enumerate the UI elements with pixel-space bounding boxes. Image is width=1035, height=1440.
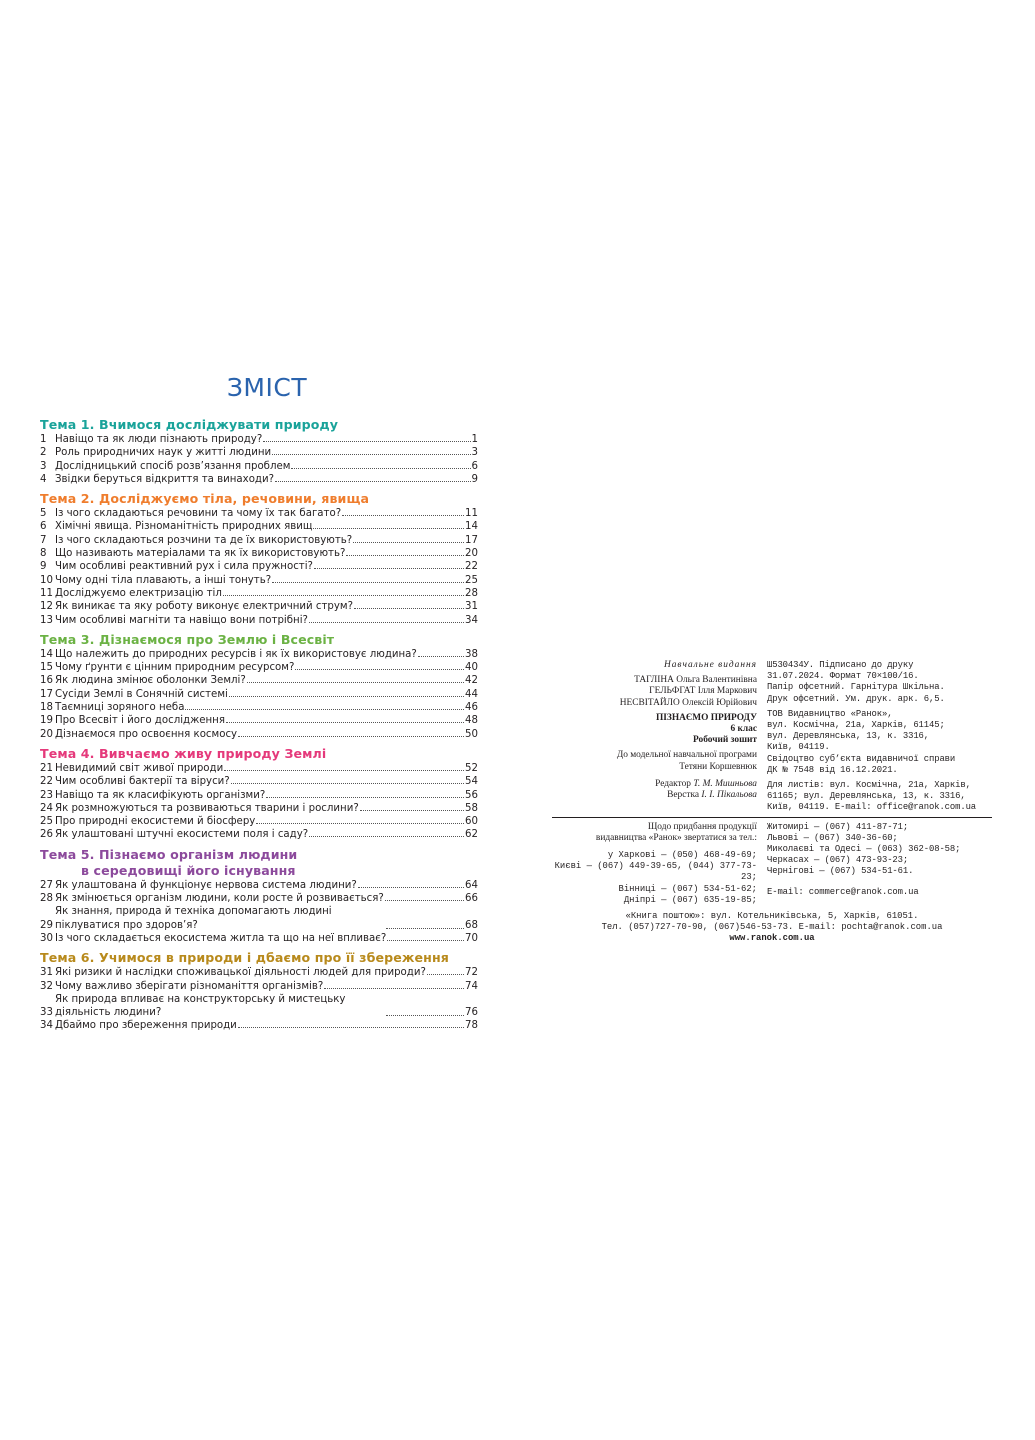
toc-entry[interactable] <box>40 600 478 613</box>
entry-page: 74 <box>465 980 478 992</box>
topic-heading <box>40 417 478 433</box>
entry-title: Як змінюється організм людини, коли росте й розвивається? <box>55 893 384 905</box>
entry-title: Дбаймо про збереження природи <box>55 1020 237 1032</box>
entry-page: 68 <box>465 919 478 931</box>
toc-entry[interactable] <box>40 433 478 446</box>
entry-number: 7 <box>40 534 47 546</box>
entry-number: 3 <box>40 460 47 472</box>
entry-number: 32 <box>40 980 53 992</box>
entry-page: 34 <box>465 614 478 626</box>
entry-page: 25 <box>465 574 478 586</box>
dot-leader <box>272 454 470 455</box>
toc-entry[interactable] <box>40 993 478 1020</box>
entry-number: 23 <box>40 789 53 801</box>
publisher-3: вул. Деревлянська, 13, к. 3316, <box>767 731 930 742</box>
editor-name: Т. М. Мишньова <box>693 778 757 789</box>
toc-entry[interactable] <box>40 547 478 560</box>
publisher-1: ТОВ Видавництво «Ранок», <box>767 708 893 719</box>
entry-page: 40 <box>465 662 478 674</box>
entry-title: Про природні екосистеми й біосферу <box>55 816 256 828</box>
toc-entry[interactable] <box>40 815 478 828</box>
layout-label: Верстка <box>667 790 700 801</box>
entry-title: Як природа впливає на конструкторську й мистецьку діяльність людини? <box>55 993 346 1019</box>
entry-title: Як людина змінює оболонки Землі? <box>55 675 246 687</box>
dot-leader <box>427 974 464 975</box>
entry-page: 62 <box>465 829 478 841</box>
entry-title: Досліджуємо електризацію тіл <box>55 587 222 599</box>
layout-line <box>552 790 757 801</box>
topic-title: Тема 5. Пізнаємо організм людини <box>40 846 298 862</box>
divider <box>552 817 992 818</box>
website: www.ranok.com.ua <box>729 933 815 944</box>
contact-dnipro: Дніпрі — (067) 635-19-85; <box>623 894 757 905</box>
entry-number: 34 <box>40 1020 53 1032</box>
toc-entry[interactable] <box>40 762 478 775</box>
toc-entry[interactable] <box>40 520 478 533</box>
entry-page: 54 <box>465 776 478 788</box>
entry-title: Як виникає та яку роботу виконує електричний струм? <box>55 601 354 613</box>
letters-2: 61165; вул. Деревлянська, 13, к. 3316, <box>767 791 966 802</box>
entry-page: 76 <box>465 1007 478 1019</box>
dot-leader <box>295 669 464 670</box>
print-info-1: Ш530434У. Підписано до друку <box>767 660 914 670</box>
contact-vinnytsia: Вінниці — (067) 534-51-62; <box>618 883 757 894</box>
entry-number: 24 <box>40 802 53 814</box>
toc-entry[interactable] <box>40 905 478 932</box>
entry-title: Чому важливо зберігати різноманіття організмів? <box>55 980 324 992</box>
book-title: ПІЗНАЄМО ПРИРОДУ <box>655 712 757 723</box>
entry-title: Дослідницький спосіб розв’язання проблем <box>55 460 291 472</box>
program-line-2: Тетяни Коршевнюк <box>679 761 757 772</box>
author-1: ТАГЛІНА Ольга Валентинівна <box>634 675 757 686</box>
entry-number: 22 <box>40 776 53 788</box>
book-type: Робочий зошит <box>693 735 757 746</box>
entry-page: 28 <box>465 587 478 599</box>
toc-entry[interactable] <box>40 534 478 547</box>
entry-page: 38 <box>465 648 478 660</box>
dot-leader <box>224 770 464 771</box>
dot-leader <box>313 528 464 529</box>
entry-title: Із чого складаються речовини та чому їх так багато? <box>55 508 342 520</box>
print-info-3: Папір офсетний. Гарнітура Шкільна. <box>767 682 945 693</box>
entry-title: Хімічні явища. Різноманітність природних явищ <box>55 521 313 533</box>
entry-number: 8 <box>40 548 47 560</box>
topic-title: Тема 1. Вчимося досліджувати природу <box>40 417 339 432</box>
toc-entry[interactable] <box>40 701 478 714</box>
entry-number: 21 <box>40 762 53 774</box>
toc-entry[interactable] <box>40 892 478 905</box>
entry-page: 14 <box>465 521 478 533</box>
entry-number: 4 <box>40 473 47 485</box>
entry-page: 3 <box>471 447 478 459</box>
publisher-2: вул. Космічна, 21а, Харків, 61145; <box>767 720 945 731</box>
contact-mykolaiv-odesa: Миколаєві та Одесі — (063) 362-08-58; <box>767 844 961 855</box>
toc-entry[interactable] <box>40 674 478 687</box>
entry-title: Як улаштована й функціонує нервова система людини? <box>55 879 357 891</box>
toc-entry[interactable] <box>40 661 478 674</box>
dot-leader <box>185 709 464 710</box>
imprint-block <box>552 660 992 945</box>
toc-entry[interactable] <box>40 789 478 802</box>
entry-title: Як розмножуються та розвиваються тварини і рослини? <box>55 802 359 814</box>
contact-kharkiv: у Харкові — (050) 468-49-69; <box>607 850 757 861</box>
letters-3: Київ, 04119. E-mail: office@ranok.com.ua <box>767 802 977 813</box>
topic-heading <box>40 491 478 507</box>
topic-title-continued: в середовищі його існування <box>81 862 296 878</box>
print-info-2: 31.07.2024. Формат 70×100/16. <box>767 671 919 682</box>
mail-order-1: «Книга поштою»: вул. Котельниківська, 5, Харків, 61051. <box>625 911 919 922</box>
dot-leader <box>342 515 464 516</box>
entry-title: Про Всесвіт і його дослідження <box>55 715 225 727</box>
entry-number: 30 <box>40 932 53 944</box>
toc-entry[interactable] <box>40 473 478 486</box>
entry-title: Із чого складаються розчини та де їх використовують? <box>55 534 353 546</box>
contact-cherkasy: Черкасах — (067) 473-93-23; <box>767 855 909 866</box>
dot-leader <box>291 468 470 469</box>
entry-number: 25 <box>40 816 53 828</box>
entry-page: 20 <box>465 548 478 560</box>
entry-title: Що належить до природних ресурсів і як їх використовує людина? <box>55 648 417 660</box>
editor-label: Редактор <box>655 778 691 789</box>
dot-leader <box>223 595 464 596</box>
entry-page: 46 <box>465 702 478 714</box>
entry-page: 66 <box>465 893 478 905</box>
toc-entry[interactable] <box>40 446 478 459</box>
entry-title: Чому ґрунти є цінним природним ресурсом? <box>55 662 295 674</box>
dot-leader <box>358 887 464 888</box>
entry-number: 29 <box>40 919 53 931</box>
dot-leader <box>354 608 464 609</box>
entry-title: Чому одні тіла плавають, а інші тонуть? <box>55 574 272 586</box>
entry-number: 17 <box>40 688 53 700</box>
topic-heading <box>40 847 478 879</box>
letters-1: Для листів: вул. Космічна, 21а, Харків, <box>767 780 971 791</box>
dot-leader <box>360 810 464 811</box>
dot-leader <box>231 783 464 784</box>
author-2: ГЕЛЬФГАТ Ілля Маркович <box>649 686 757 697</box>
entry-page: 42 <box>465 675 478 687</box>
toc-entry[interactable] <box>40 587 478 600</box>
toc-entry[interactable] <box>40 775 478 788</box>
topic-title: Тема 4. Вивчаємо живу природу Землі <box>40 745 327 761</box>
topic-heading <box>40 950 478 966</box>
entry-title: Як знання, природа й техніка допомагають людині піклуватися про здоров’я? <box>55 906 332 931</box>
entry-number: 31 <box>40 967 53 979</box>
entry-page: 52 <box>465 762 478 774</box>
topic-heading <box>40 632 478 648</box>
dot-leader <box>263 441 470 442</box>
entry-number: 28 <box>40 893 53 905</box>
entry-number: 2 <box>40 447 47 459</box>
toc-entry[interactable] <box>40 688 478 701</box>
toc-entry[interactable] <box>40 460 478 473</box>
entry-page: 1 <box>471 434 478 445</box>
book-grade: 6 клас <box>730 724 757 735</box>
entry-page: 31 <box>465 601 478 613</box>
entry-number: 19 <box>40 715 53 727</box>
dot-leader <box>346 555 464 556</box>
dot-leader <box>238 1027 464 1028</box>
certificate-1: Свідоцтво суб’єкта видавничої справи <box>767 753 956 764</box>
entry-page: 11 <box>465 508 478 520</box>
commerce-email: E-mail: commerce@ranok.com.ua <box>767 886 919 897</box>
entry-title: Звідки беруться відкриття та винаходи? <box>55 473 275 485</box>
entry-page: 60 <box>465 816 478 828</box>
toc-entry[interactable] <box>40 507 478 520</box>
entry-page: 64 <box>465 879 478 891</box>
entry-number: 11 <box>40 587 53 599</box>
entry-number: 1 <box>40 434 47 445</box>
entry-page: 72 <box>465 967 478 979</box>
dot-leader <box>385 900 464 901</box>
topic-title: Тема 2. Досліджуємо тіла, речовини, явища <box>40 491 370 507</box>
entry-number: 18 <box>40 702 53 714</box>
dot-leader <box>256 823 464 824</box>
entry-number: 14 <box>40 648 53 660</box>
entry-number: 12 <box>40 601 53 613</box>
toc-entry[interactable] <box>40 728 478 741</box>
entry-number: 26 <box>40 829 53 841</box>
entry-page: 9 <box>471 473 478 485</box>
toc-entry[interactable] <box>40 560 478 573</box>
entry-number: 16 <box>40 675 53 687</box>
purchase-line-1: Щодо придбання продукції <box>647 821 757 832</box>
topic-title: Тема 6. Учимося в природи і дбаємо про її збереження <box>40 950 449 966</box>
entry-title: Навіщо та як люди пізнають природу? <box>55 434 263 445</box>
dot-leader <box>386 928 464 929</box>
entry-page: 58 <box>465 802 478 814</box>
toc-entry[interactable] <box>40 966 478 979</box>
contact-lviv: Львові — (067) 340-36-60; <box>767 832 898 843</box>
toc-entry[interactable] <box>40 980 478 993</box>
entry-title: Невидимий світ живої природи <box>55 762 224 774</box>
dot-leader <box>272 582 464 583</box>
entry-number: 9 <box>40 561 47 573</box>
toc-entry[interactable] <box>40 574 478 587</box>
purchase-line-2: видавництва «Ранок» звертатися за тел.: <box>595 832 757 843</box>
entry-page: 78 <box>465 1020 478 1032</box>
entry-title: Чим особливі бактерії та віруси? <box>55 776 230 788</box>
entry-title: Що називають матеріалами та як їх використовують? <box>55 548 346 560</box>
entry-title: Які ризики й наслідки споживацької діяльності людей для природи? <box>55 967 426 979</box>
topic-heading <box>40 746 478 762</box>
entry-number: 20 <box>40 728 53 740</box>
entry-title: Таємниці зоряного неба <box>55 702 185 714</box>
dot-leader <box>353 542 464 543</box>
entry-title: Навіщо та як класифікують організми? <box>55 789 266 801</box>
entry-page: 48 <box>465 715 478 727</box>
toc-entry[interactable] <box>40 879 478 892</box>
entry-page: 44 <box>465 688 478 700</box>
dot-leader <box>324 988 464 989</box>
entry-title: Як улаштовані штучні екосистеми поля і саду? <box>55 829 309 841</box>
entry-title: Чим особливі реактивний рух і сила пружності? <box>55 561 313 573</box>
dot-leader <box>314 568 464 569</box>
entry-title: Роль природничих наук у житті людини <box>55 447 272 459</box>
entry-title: Дізнаємося про освоєння космосу <box>55 728 238 740</box>
dot-leader <box>387 940 464 941</box>
entry-page: 56 <box>465 789 478 801</box>
contact-chernihiv: Чернігові — (067) 534-51-61. <box>767 866 914 877</box>
entry-page: 6 <box>471 460 478 472</box>
program-line-1: До модельної навчальної програми <box>616 750 757 761</box>
entry-title: Із чого складається екосистема житла та що на неї впливає? <box>55 932 387 944</box>
entry-number: 15 <box>40 662 53 674</box>
mail-order-2: Тел. (057)727-70-90, (067)546-53-73. E-mail: pochta@ranok.com.ua <box>601 922 943 933</box>
toc-entry[interactable] <box>40 932 478 945</box>
entry-page: 50 <box>465 728 478 740</box>
entry-page: 17 <box>465 534 478 546</box>
page-title: ЗМІСТ <box>226 373 308 402</box>
entry-number: 10 <box>40 574 53 586</box>
dot-leader <box>229 696 464 697</box>
entry-title: Сусіди Землі в Сонячній системі <box>55 688 228 700</box>
dot-leader <box>238 736 464 737</box>
dot-leader <box>226 722 464 723</box>
entry-number: 13 <box>40 614 53 626</box>
dot-leader <box>309 836 464 837</box>
toc-entry[interactable] <box>40 1019 478 1032</box>
entry-number: 6 <box>40 521 47 533</box>
toc-entry[interactable] <box>40 714 478 727</box>
toc-entry[interactable] <box>40 648 478 661</box>
entry-number: 33 <box>40 1007 53 1019</box>
dot-leader <box>266 797 464 798</box>
dot-leader <box>418 656 464 657</box>
dot-leader <box>247 682 464 683</box>
edition-type: Навчальне видання <box>663 660 757 670</box>
entry-page: 22 <box>465 561 478 573</box>
publisher-4: Київ, 04119. <box>767 742 830 753</box>
editor-line <box>552 779 757 790</box>
contact-kyiv: Києві — (067) 449-39-65, (044) 377-73-23; <box>554 861 757 883</box>
contact-zhytomyr: Житомирі — (067) 411-87-71; <box>767 821 909 832</box>
author-3: НЕСВІТАЙЛО Олексій Юрійович <box>619 697 757 708</box>
table-of-contents <box>40 415 478 1033</box>
entry-title: Чим особливі магніти та навіщо вони потрібні? <box>55 614 308 626</box>
toc-entry[interactable] <box>40 828 478 841</box>
dot-leader <box>275 481 471 482</box>
toc-entry[interactable] <box>40 802 478 815</box>
entry-number: 5 <box>40 508 47 520</box>
dot-leader <box>386 1015 464 1016</box>
entry-number: 27 <box>40 879 53 891</box>
topic-title: Тема 3. Дізнаємося про Землю і Всесвіт <box>40 631 335 647</box>
print-info-4: Друк офсетний. Ум. друк. арк. 6,5. <box>767 693 945 704</box>
entry-page: 70 <box>465 932 478 944</box>
layout-name: І. І. Пікальова <box>701 790 757 801</box>
certificate-2: ДК № 7548 від 16.12.2021. <box>767 764 898 775</box>
toc-entry[interactable] <box>40 614 478 627</box>
dot-leader <box>309 622 464 623</box>
